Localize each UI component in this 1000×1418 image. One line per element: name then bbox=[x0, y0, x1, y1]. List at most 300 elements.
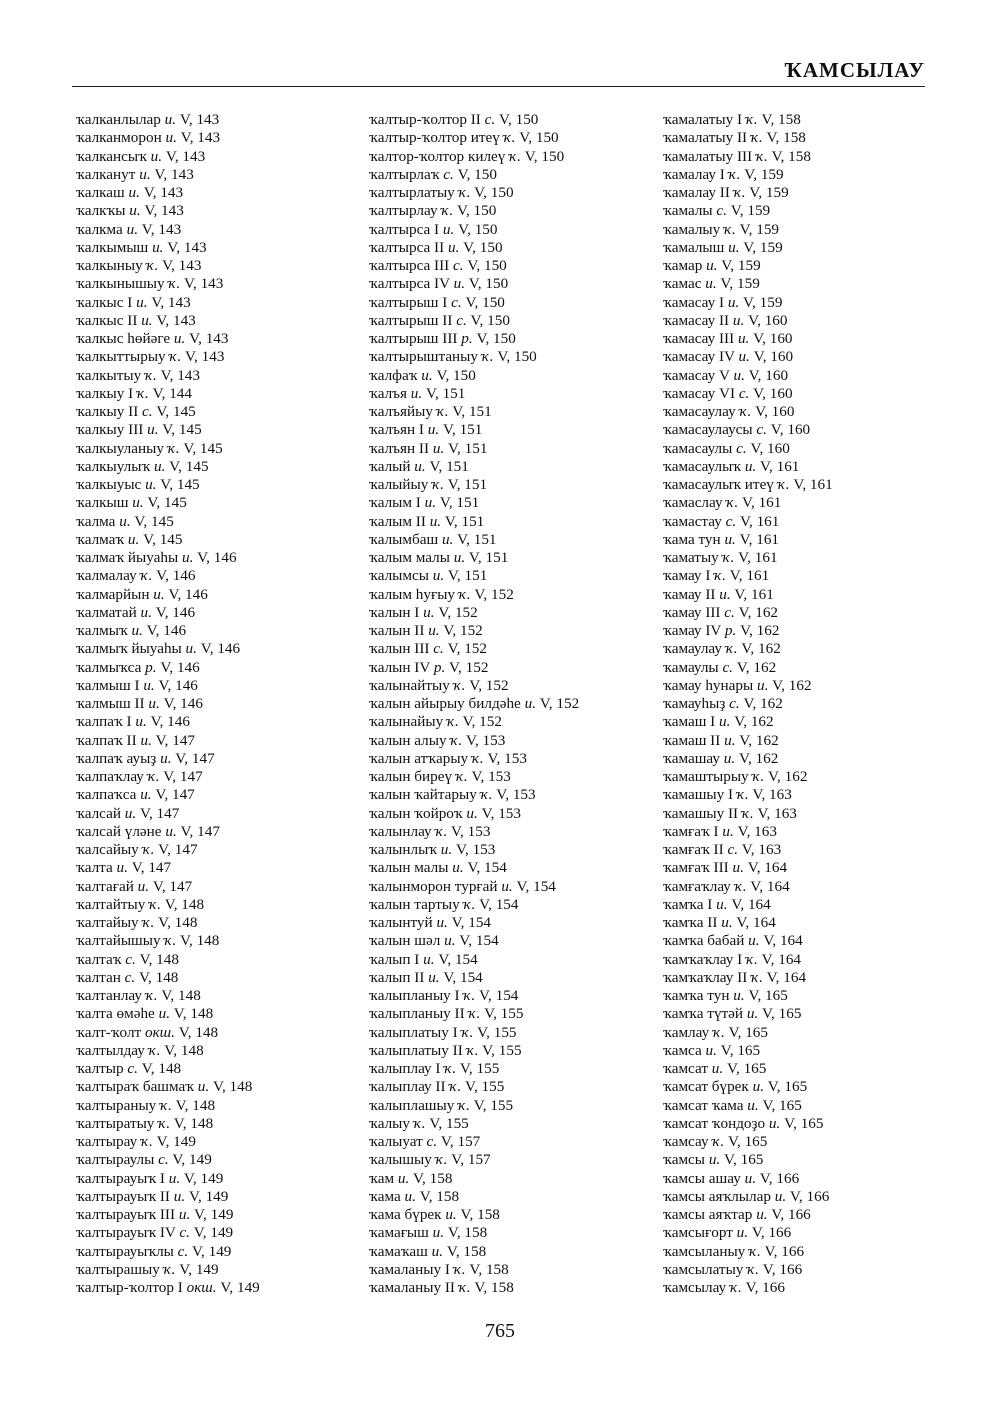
entry-grammar-label: с. bbox=[433, 640, 444, 658]
entry-grammar-label: ҡ. bbox=[461, 1023, 474, 1041]
entry-page-reference: V, 158 bbox=[474, 1279, 514, 1296]
entry-page-reference: V, 149 bbox=[220, 1279, 260, 1296]
entry-headword: ҡалын айырыу билдәһе bbox=[369, 695, 521, 712]
entry-headword: ҡалмаҡ йыуаһы bbox=[76, 549, 179, 566]
entry-page-reference: V, 163 bbox=[752, 786, 792, 804]
entry-page-reference: V, 162 bbox=[768, 768, 808, 785]
entry-page-reference: V, 153 bbox=[481, 804, 521, 822]
entry-grammar-label: и. bbox=[150, 147, 163, 165]
entry-page-reference: V, 159 bbox=[749, 184, 789, 201]
entry-headword: ҡамалау I bbox=[663, 165, 725, 183]
entry-page-reference: V, 152 bbox=[447, 640, 487, 658]
entry-page-reference: V, 166 bbox=[759, 1169, 800, 1187]
index-entry bbox=[76, 805, 260, 823]
entry-headword: ҡамасау V bbox=[663, 366, 730, 384]
entry-page-reference: V, 159 bbox=[721, 257, 761, 274]
index-entry bbox=[663, 659, 833, 677]
entry-grammar-label: и. bbox=[719, 713, 731, 731]
page-number: 765 bbox=[485, 1320, 515, 1342]
entry-page-reference: V, 159 bbox=[744, 165, 784, 183]
entry-headword: ҡалыпланыу II bbox=[369, 1005, 465, 1023]
index-entry bbox=[369, 1188, 579, 1206]
entry-grammar-label: с. bbox=[722, 658, 733, 676]
index-entry bbox=[663, 239, 833, 257]
entry-grammar-label: и. bbox=[165, 129, 177, 147]
entry-headword: ҡалтылдау bbox=[76, 1041, 145, 1059]
entry-grammar-label: ҡ. bbox=[436, 403, 449, 420]
index-entry bbox=[369, 1224, 579, 1242]
entry-grammar-label: ҡ. bbox=[726, 494, 739, 512]
entry-headword: ҡамау II bbox=[663, 585, 716, 603]
entry-headword: ҡалкыс һөйәге bbox=[76, 330, 171, 347]
index-entry bbox=[663, 786, 833, 804]
index-entry bbox=[76, 932, 260, 950]
entry-grammar-label: с. bbox=[756, 421, 767, 439]
index-entry bbox=[369, 1078, 579, 1096]
entry-page-reference: V, 161 bbox=[734, 585, 774, 603]
entry-page-reference: V, 155 bbox=[482, 1041, 522, 1059]
entry-page-reference: V, 153 bbox=[451, 822, 491, 840]
entry-grammar-label: ҡ. bbox=[747, 1260, 759, 1278]
entry-headword: ҡалсайыу bbox=[76, 841, 139, 858]
entry-page-reference: V, 150 bbox=[456, 202, 497, 220]
index-entry bbox=[76, 367, 260, 385]
entry-grammar-label: с. bbox=[484, 111, 496, 128]
index-entry bbox=[76, 1042, 260, 1060]
entry-page-reference: V, 150 bbox=[474, 184, 514, 201]
entry-page-reference: V, 143 bbox=[141, 220, 182, 238]
index-entry bbox=[76, 403, 260, 421]
entry-headword: ҡалтыраҡ башмаҡ bbox=[76, 1078, 194, 1096]
index-entry bbox=[369, 257, 579, 275]
entry-headword: ҡалмалау bbox=[76, 567, 137, 585]
index-entry bbox=[663, 385, 833, 403]
entry-headword: ҡамашыу I bbox=[663, 786, 734, 804]
index-entry bbox=[663, 1261, 833, 1279]
index-entry bbox=[663, 713, 833, 731]
entry-headword: ҡама bbox=[369, 1187, 401, 1205]
entry-grammar-label: и. bbox=[152, 238, 164, 256]
entry-grammar-label: и. bbox=[141, 311, 153, 329]
entry-headword: ҡалынлыҡ bbox=[369, 841, 437, 858]
entry-page-reference: V, 166 bbox=[751, 1224, 792, 1242]
entry-grammar-label: и. bbox=[148, 695, 160, 712]
entry-page-reference: V, 152 bbox=[539, 695, 580, 712]
index-entry bbox=[369, 421, 579, 439]
index-column-3 bbox=[663, 111, 833, 1297]
index-entry bbox=[369, 1279, 579, 1297]
entry-page-reference: V, 145 bbox=[183, 439, 223, 457]
index-entry bbox=[369, 458, 579, 476]
entry-page-reference: V, 152 bbox=[449, 658, 489, 676]
index-entry bbox=[663, 294, 833, 312]
entry-headword: ҡалтыратыу bbox=[76, 1114, 155, 1132]
index-entry bbox=[76, 1279, 260, 1297]
index-entry bbox=[76, 1078, 260, 1096]
entry-headword: ҡалтырыштаныу bbox=[369, 348, 478, 366]
entry-headword: ҡалынайыу bbox=[369, 713, 444, 731]
entry-page-reference: V, 160 bbox=[748, 366, 789, 384]
index-entry bbox=[76, 166, 260, 184]
entry-page-reference: V, 153 bbox=[455, 841, 496, 858]
entry-headword: ҡамалатыу I bbox=[663, 111, 743, 128]
entry-headword: ҡалканут bbox=[76, 165, 136, 183]
entry-grammar-label: и. bbox=[164, 111, 177, 128]
entry-grammar-label: ҡ. bbox=[449, 1078, 462, 1096]
index-entry bbox=[76, 1206, 260, 1224]
index-entry bbox=[369, 750, 579, 768]
entry-grammar-label: ҡ. bbox=[144, 366, 157, 384]
entry-headword: ҡамасаулыҡ итеү bbox=[663, 476, 774, 493]
entry-page-reference: V, 165 bbox=[784, 1114, 824, 1132]
entry-headword: ҡалтыр-ҡолтор II bbox=[369, 111, 481, 128]
entry-page-reference: V, 149 bbox=[188, 1187, 229, 1205]
index-entry bbox=[369, 403, 579, 421]
entry-headword: ҡамалыш bbox=[663, 238, 725, 256]
entry-grammar-label: окш. bbox=[144, 1023, 175, 1041]
entry-headword: ҡамаш I bbox=[663, 713, 716, 731]
index-entry bbox=[369, 1206, 579, 1224]
entry-page-reference: V, 165 bbox=[726, 1060, 767, 1077]
entry-page-reference: V, 160 bbox=[770, 421, 811, 439]
entry-headword: ҡалыу bbox=[369, 1114, 410, 1132]
entry-headword: ҡалтаҡ bbox=[76, 950, 122, 968]
index-entry bbox=[76, 1170, 260, 1188]
index-entry bbox=[663, 531, 833, 549]
entry-page-reference: V, 148 bbox=[175, 1096, 216, 1114]
entry-grammar-label: и. bbox=[452, 859, 464, 877]
entry-headword: ҡалыуат bbox=[369, 1133, 423, 1150]
entry-headword: ҡалфаҡ bbox=[369, 366, 418, 384]
entry-headword: ҡалмарйын bbox=[76, 585, 150, 603]
index-entry bbox=[663, 567, 833, 585]
index-entry bbox=[369, 768, 579, 786]
index-entry bbox=[663, 476, 833, 494]
index-entry bbox=[663, 221, 833, 239]
index-entry bbox=[76, 385, 260, 403]
entry-headword: ҡалтырыш II bbox=[369, 311, 453, 329]
entry-grammar-label: ҡ. bbox=[458, 1279, 471, 1296]
entry-headword: ҡамасаулыҡ bbox=[663, 457, 742, 475]
entry-headword: ҡалкыуланыу bbox=[76, 439, 164, 457]
entry-grammar-label: и. bbox=[432, 1224, 445, 1242]
index-entry bbox=[369, 166, 579, 184]
entry-headword: ҡалымбаш bbox=[369, 530, 439, 548]
entry-grammar-label: и. bbox=[131, 622, 143, 639]
entry-grammar-label: ҡ. bbox=[746, 950, 758, 968]
index-entry bbox=[369, 348, 579, 366]
index-entry bbox=[369, 622, 579, 640]
entry-grammar-label: ҡ. bbox=[453, 676, 466, 694]
entry-headword: ҡалкытыу bbox=[76, 366, 142, 384]
index-column-1 bbox=[76, 111, 260, 1297]
index-entry bbox=[76, 896, 260, 914]
entry-grammar-label: с. bbox=[142, 403, 153, 420]
entry-grammar-label: и. bbox=[410, 384, 423, 402]
index-entry bbox=[369, 1005, 579, 1023]
index-entry bbox=[369, 367, 579, 385]
entry-page-reference: V, 162 bbox=[738, 749, 779, 767]
entry-page-reference: V, 164 bbox=[750, 877, 790, 895]
entry-grammar-label: ҡ. bbox=[142, 914, 155, 931]
entry-headword: ҡалым I bbox=[369, 494, 421, 512]
index-entry bbox=[369, 312, 579, 330]
entry-page-reference: V, 147 bbox=[155, 731, 196, 749]
index-entry bbox=[663, 148, 833, 166]
entry-grammar-label: и. bbox=[733, 987, 745, 1004]
entry-headword: ҡалын алыу bbox=[369, 731, 447, 749]
entry-headword: ҡалтайтыу bbox=[76, 895, 146, 913]
index-entry bbox=[369, 732, 579, 750]
entry-headword: ҡалын IV bbox=[369, 658, 431, 676]
entry-headword: ҡалтырса II bbox=[369, 238, 445, 256]
entry-headword: ҡамсы bbox=[663, 1151, 706, 1169]
entry-headword: ҡалтыр-ҡолтор итеү bbox=[369, 129, 500, 147]
entry-headword: ҡамҡа I bbox=[663, 895, 713, 913]
index-entry bbox=[76, 129, 260, 147]
entry-headword: ҡамау һунары bbox=[663, 676, 754, 694]
entry-headword: ҡалкыу II bbox=[76, 403, 139, 420]
entry-headword: ҡалтырлау bbox=[369, 202, 438, 220]
index-entry bbox=[369, 239, 579, 257]
entry-grammar-label: и. bbox=[153, 585, 165, 603]
entry-page-reference: V, 149 bbox=[192, 1242, 232, 1260]
entry-page-reference: V, 151 bbox=[457, 530, 497, 548]
entry-headword: ҡалкыттырыу bbox=[76, 348, 166, 366]
index-entry bbox=[76, 1005, 260, 1023]
entry-headword: ҡалпаҡ ауыҙ bbox=[76, 749, 157, 767]
entry-headword: ҡалкыулыҡ bbox=[76, 457, 151, 475]
entry-headword: ҡамаш II bbox=[663, 731, 721, 749]
entry-headword: ҡамау III bbox=[663, 603, 721, 621]
entry-page-reference: V, 160 bbox=[753, 384, 793, 402]
entry-grammar-label: и. bbox=[160, 749, 172, 767]
index-entry bbox=[369, 914, 579, 932]
index-entry bbox=[663, 914, 833, 932]
entry-headword: ҡалматай bbox=[76, 603, 137, 621]
entry-page-reference: V, 148 bbox=[141, 1060, 182, 1077]
index-entry bbox=[76, 695, 260, 713]
entry-page-reference: V, 159 bbox=[739, 220, 780, 238]
entry-grammar-label: и. bbox=[397, 1169, 410, 1187]
entry-headword: ҡалсай үләнe bbox=[76, 822, 162, 840]
index-entry bbox=[76, 440, 260, 458]
entry-page-reference: V, 151 bbox=[468, 549, 509, 566]
index-entry bbox=[76, 567, 260, 585]
entry-grammar-label: и. bbox=[431, 1242, 444, 1260]
entry-headword: ҡамлау bbox=[663, 1023, 710, 1041]
entry-page-reference: V, 161 bbox=[739, 530, 780, 548]
entry-headword: ҡамаҡаш bbox=[369, 1242, 428, 1260]
entry-page-reference: V, 158 bbox=[766, 129, 806, 147]
entry-grammar-label: р. bbox=[433, 658, 446, 676]
entry-headword: ҡамаланыу II bbox=[369, 1279, 455, 1296]
entry-page-reference: V, 150 bbox=[519, 129, 559, 147]
entry-page-reference: V, 150 bbox=[499, 111, 539, 128]
running-head-title: ҠАМСЫЛАУ bbox=[784, 58, 925, 82]
index-entry bbox=[663, 586, 833, 604]
index-entry bbox=[76, 1224, 260, 1242]
entry-headword: ҡамаулы bbox=[663, 658, 719, 676]
entry-page-reference: V, 161 bbox=[729, 567, 770, 585]
entry-headword: ҡама тун bbox=[663, 530, 721, 548]
index-entry bbox=[76, 221, 260, 239]
entry-page-reference: V, 143 bbox=[189, 330, 229, 347]
entry-grammar-label: и. bbox=[168, 1169, 181, 1187]
entry-grammar-label: и. bbox=[428, 622, 440, 639]
entry-headword: ҡамағыш bbox=[369, 1224, 429, 1242]
index-entry bbox=[663, 604, 833, 622]
index-entry bbox=[663, 1133, 833, 1151]
index-entry bbox=[369, 567, 579, 585]
entry-grammar-label: с. bbox=[125, 950, 136, 968]
index-entry bbox=[369, 531, 579, 549]
entry-page-reference: V, 155 bbox=[464, 1078, 505, 1096]
entry-headword: ҡалмыҡ йыуаһы bbox=[76, 640, 182, 658]
entry-page-reference: V, 143 bbox=[165, 147, 206, 165]
entry-headword: ҡалкыш bbox=[76, 494, 129, 512]
index-entry bbox=[76, 476, 260, 494]
entry-grammar-label: и. bbox=[445, 1206, 457, 1223]
entry-headword: ҡалмаҡ bbox=[76, 530, 125, 548]
entry-grammar-label: с. bbox=[426, 1133, 438, 1150]
entry-headword: ҡалыплашыу bbox=[369, 1096, 455, 1114]
entry-page-reference: V, 148 bbox=[173, 1005, 214, 1023]
entry-grammar-label: и. bbox=[744, 1169, 756, 1187]
entry-grammar-label: и. bbox=[746, 1005, 759, 1023]
entry-page-reference: V, 150 bbox=[458, 220, 498, 238]
entry-page-reference: V, 152 bbox=[474, 585, 514, 603]
entry-grammar-label: и. bbox=[719, 585, 731, 603]
entry-page-reference: V, 155 bbox=[477, 1023, 517, 1041]
entry-page-reference: V, 146 bbox=[156, 567, 196, 585]
entry-page-reference: V, 148 bbox=[212, 1078, 253, 1096]
entry-page-reference: V, 147 bbox=[158, 841, 198, 858]
entry-page-reference: V, 162 bbox=[772, 676, 812, 694]
entry-headword: ҡамар bbox=[663, 257, 703, 274]
index-entry bbox=[76, 750, 260, 768]
entry-page-reference: V, 165 bbox=[724, 1151, 764, 1169]
index-entry bbox=[76, 768, 260, 786]
entry-page-reference: V, 146 bbox=[155, 603, 196, 621]
entry-headword: ҡамғаҡлау bbox=[663, 877, 731, 895]
index-entry bbox=[663, 403, 833, 421]
entry-grammar-label: и. bbox=[724, 731, 736, 749]
index-entry bbox=[663, 275, 833, 293]
index-entry bbox=[369, 148, 579, 166]
entry-grammar-label: ҡ. bbox=[712, 1133, 725, 1150]
entry-page-reference: V, 160 bbox=[755, 403, 795, 420]
index-entry bbox=[663, 312, 833, 330]
entry-grammar-label: и. bbox=[436, 914, 448, 931]
entry-headword: ҡамсат bbox=[663, 1060, 708, 1077]
entry-page-reference: V, 158 bbox=[419, 1187, 460, 1205]
index-entry bbox=[369, 786, 579, 804]
entry-page-reference: V, 154 bbox=[438, 950, 478, 968]
entry-grammar-label: и. bbox=[453, 549, 466, 566]
index-entry bbox=[76, 786, 260, 804]
entry-page-reference: V, 151 bbox=[439, 494, 480, 512]
index-entry bbox=[76, 1097, 260, 1115]
entry-page-reference: V, 152 bbox=[443, 622, 483, 639]
entry-headword: ҡалтанлау bbox=[76, 987, 142, 1004]
entry-page-reference: V, 166 bbox=[771, 1206, 811, 1223]
entry-page-reference: V, 163 bbox=[737, 822, 777, 840]
entry-grammar-label: ҡ. bbox=[413, 1114, 426, 1132]
entry-page-reference: V, 159 bbox=[743, 238, 783, 256]
index-entry bbox=[76, 1261, 260, 1279]
entry-grammar-label: ҡ. bbox=[714, 567, 726, 585]
entry-grammar-label: ҡ. bbox=[167, 439, 180, 457]
index-entry bbox=[663, 1188, 833, 1206]
entry-headword: ҡамсат ҡондоҙо bbox=[663, 1114, 766, 1132]
entry-headword: ҡамасау I bbox=[663, 293, 725, 311]
entry-grammar-label: и. bbox=[137, 877, 150, 895]
index-entry bbox=[76, 1151, 260, 1169]
entry-grammar-label: с. bbox=[124, 968, 136, 986]
entry-headword: ҡамсылатыу bbox=[663, 1260, 744, 1278]
entry-page-reference: V, 148 bbox=[173, 1114, 214, 1132]
index-entry bbox=[76, 111, 260, 129]
entry-grammar-label: и. bbox=[132, 494, 144, 512]
entry-headword: ҡамалатыу III bbox=[663, 147, 753, 165]
index-entry bbox=[369, 695, 579, 713]
index-entry bbox=[663, 1170, 833, 1188]
entry-page-reference: V, 150 bbox=[436, 366, 476, 384]
entry-grammar-label: ҡ. bbox=[169, 348, 182, 366]
entry-page-reference: V, 155 bbox=[484, 1005, 524, 1023]
entry-headword: ҡалтыр-ҡолтор I bbox=[76, 1279, 183, 1296]
entry-headword: ҡамаслау bbox=[663, 494, 723, 512]
entry-page-reference: V, 145 bbox=[160, 476, 200, 493]
entry-headword: ҡалтайыу bbox=[76, 914, 139, 931]
entry-headword: ҡамасаулаусы bbox=[663, 421, 753, 439]
entry-grammar-label: и. bbox=[716, 895, 728, 913]
index-column-2 bbox=[369, 111, 579, 1297]
entry-grammar-label: и. bbox=[733, 366, 745, 384]
entry-headword: ҡалыплау II bbox=[369, 1078, 446, 1096]
entry-headword: ҡамашыу II bbox=[663, 804, 739, 822]
index-entry bbox=[76, 148, 260, 166]
index-entry bbox=[76, 549, 260, 567]
entry-headword: ҡалтағай bbox=[76, 877, 134, 895]
entry-grammar-label: и. bbox=[732, 859, 744, 877]
entry-headword: ҡамауһыҙ bbox=[663, 695, 726, 712]
entry-grammar-label: ҡ. bbox=[441, 202, 454, 220]
entry-grammar-label: и. bbox=[711, 1060, 724, 1077]
entry-headword: ҡамалау II bbox=[663, 184, 730, 201]
entry-page-reference: V, 150 bbox=[470, 311, 510, 329]
entry-headword: ҡалъя bbox=[369, 384, 407, 402]
entry-page-reference: V, 145 bbox=[134, 512, 174, 530]
index-entry bbox=[369, 1042, 579, 1060]
entry-grammar-label: ҡ. bbox=[722, 549, 735, 566]
entry-headword: ҡамаулау bbox=[663, 640, 722, 658]
entry-headword: ҡалкыныу bbox=[76, 257, 143, 274]
index-entry bbox=[663, 494, 833, 512]
entry-page-reference: V, 160 bbox=[748, 311, 788, 329]
entry-grammar-label: и. bbox=[428, 968, 440, 986]
index-entry bbox=[76, 713, 260, 731]
entry-headword: ҡалтырыш III bbox=[369, 330, 458, 347]
index-entry bbox=[76, 640, 260, 658]
entry-grammar-label: и. bbox=[178, 1206, 191, 1223]
entry-page-reference: V, 143 bbox=[167, 238, 207, 256]
entry-grammar-label: ҡ. bbox=[458, 585, 471, 603]
entry-page-reference: V, 166 bbox=[745, 1279, 785, 1296]
entry-page-reference: V, 158 bbox=[771, 147, 811, 165]
index-entry bbox=[76, 622, 260, 640]
